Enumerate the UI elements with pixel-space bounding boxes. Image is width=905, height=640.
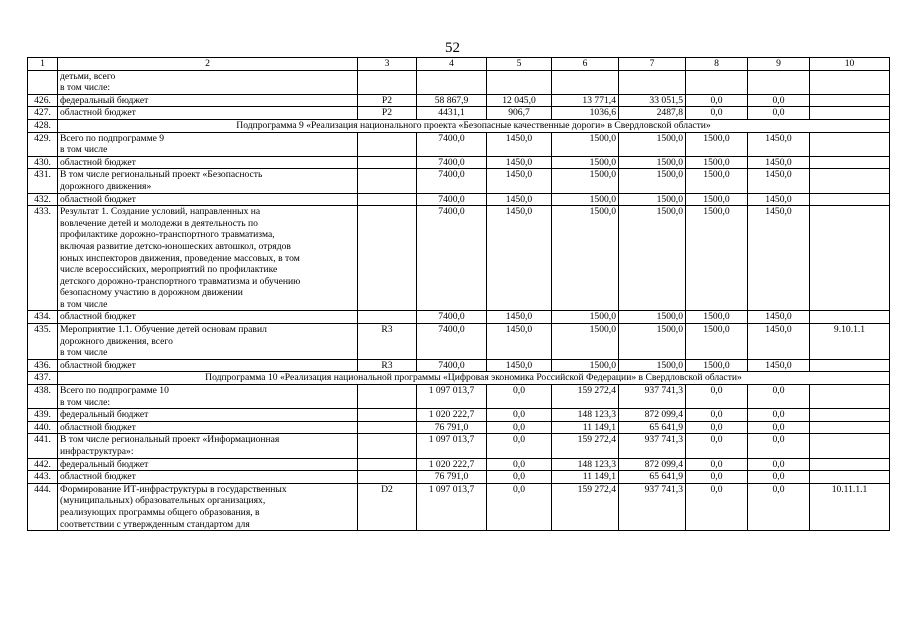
table-cell: 7400,0 bbox=[417, 132, 487, 156]
table-cell: 1450,0 bbox=[487, 359, 552, 372]
column-header: 7 bbox=[619, 58, 686, 71]
table-row bbox=[28, 193, 890, 206]
table-cell: R3 bbox=[358, 359, 417, 372]
table-cell: 10.11.1.1 bbox=[810, 483, 890, 530]
table-cell: 1500,0 bbox=[552, 206, 619, 311]
table-cell: 872 099,4 bbox=[619, 409, 686, 422]
table-cell: 1500,0 bbox=[686, 132, 748, 156]
table-cell bbox=[358, 409, 417, 422]
table-cell bbox=[810, 169, 890, 193]
table-cell bbox=[358, 169, 417, 193]
column-number-row bbox=[28, 58, 890, 71]
table-cell bbox=[417, 70, 487, 94]
column-header: 5 bbox=[487, 58, 552, 71]
table-cell: 1500,0 bbox=[552, 359, 619, 372]
table-row bbox=[28, 206, 890, 311]
table-cell: 0,0 bbox=[748, 409, 810, 422]
table-cell: 76 791,0 bbox=[417, 421, 487, 434]
table-cell: 148 123,3 bbox=[552, 409, 619, 422]
table-cell bbox=[358, 193, 417, 206]
table-cell: 1450,0 bbox=[748, 132, 810, 156]
table-cell: 1500,0 bbox=[619, 324, 686, 360]
table-cell bbox=[810, 471, 890, 484]
table-cell: 1 097 013,7 bbox=[417, 434, 487, 458]
table-cell bbox=[552, 70, 619, 94]
table-cell: 7400,0 bbox=[417, 206, 487, 311]
table-cell: 0,0 bbox=[487, 434, 552, 458]
table-cell: 1450,0 bbox=[487, 324, 552, 360]
row-description: В том числе региональный проект «Безопасность дорожного движения» bbox=[58, 169, 358, 193]
row-description: областной бюджет bbox=[58, 311, 358, 324]
table-cell bbox=[810, 434, 890, 458]
column-header: 9 bbox=[748, 58, 810, 71]
table-cell: 0,0 bbox=[748, 94, 810, 107]
row-description: Результат 1. Создание условий, направленных на вовлечение детей и молодежи в деятельность по профилактике дорожно-транспортного травматизма, включая развитие детско-юношеских автошкол, отрядов юных инспекторов движения, проведение массовых, в том числе всероссийских, мероприятий по профилактике детского дорожно-транспортного травматизма и обучению безопасному участию в дорожном движении в том числе bbox=[58, 206, 358, 311]
table-cell: 4431,1 bbox=[417, 107, 487, 120]
column-header: 4 bbox=[417, 58, 487, 71]
table-cell bbox=[810, 421, 890, 434]
table-cell: 1500,0 bbox=[619, 359, 686, 372]
table-cell: 1500,0 bbox=[686, 324, 748, 360]
table-cell: 1450,0 bbox=[748, 206, 810, 311]
table-cell: R3 bbox=[358, 324, 417, 360]
table-cell: 1500,0 bbox=[619, 193, 686, 206]
table-row bbox=[28, 70, 890, 94]
table-cell: 937 741,3 bbox=[619, 483, 686, 530]
table-row bbox=[28, 385, 890, 409]
table-cell bbox=[810, 107, 890, 120]
table-cell bbox=[686, 70, 748, 94]
table-cell bbox=[810, 94, 890, 107]
table-cell: 7400,0 bbox=[417, 193, 487, 206]
table-cell bbox=[810, 359, 890, 372]
table-cell: 13 771,4 bbox=[552, 94, 619, 107]
row-number: 441. bbox=[28, 434, 58, 458]
row-number: 437. bbox=[28, 372, 58, 385]
table-cell: 0,0 bbox=[686, 409, 748, 422]
table-cell: 0,0 bbox=[748, 107, 810, 120]
table-cell: 1500,0 bbox=[619, 156, 686, 169]
table-cell: 1450,0 bbox=[487, 193, 552, 206]
table-cell: 1036,6 bbox=[552, 107, 619, 120]
table-cell: 159 272,4 bbox=[552, 483, 619, 530]
table-row bbox=[28, 483, 890, 530]
table-cell: 0,0 bbox=[487, 458, 552, 471]
table-cell: 1 020 222,7 bbox=[417, 409, 487, 422]
table-cell: Р2 bbox=[358, 94, 417, 107]
table-cell: 1500,0 bbox=[552, 156, 619, 169]
table-cell: 1500,0 bbox=[619, 132, 686, 156]
table-cell bbox=[358, 132, 417, 156]
table-cell: 33 051,5 bbox=[619, 94, 686, 107]
table-cell bbox=[810, 311, 890, 324]
subprogram-row bbox=[28, 372, 890, 385]
table-cell bbox=[358, 311, 417, 324]
row-description: областной бюджет bbox=[58, 359, 358, 372]
column-header: 1 bbox=[28, 58, 58, 71]
table-cell: 0,0 bbox=[686, 434, 748, 458]
row-number: 431. bbox=[28, 169, 58, 193]
table-cell bbox=[810, 70, 890, 94]
table-cell bbox=[810, 206, 890, 311]
table-cell: 0,0 bbox=[686, 421, 748, 434]
table-cell bbox=[358, 434, 417, 458]
row-number: 439. bbox=[28, 409, 58, 422]
table-cell: 1500,0 bbox=[686, 359, 748, 372]
table-cell: 0,0 bbox=[748, 434, 810, 458]
table-cell: 1450,0 bbox=[487, 132, 552, 156]
table-cell: 1500,0 bbox=[686, 206, 748, 311]
table-row bbox=[28, 421, 890, 434]
table-cell: 65 641,9 bbox=[619, 421, 686, 434]
table-cell: D2 bbox=[358, 483, 417, 530]
table-cell: 1500,0 bbox=[552, 324, 619, 360]
table-cell: 1450,0 bbox=[748, 324, 810, 360]
table-cell bbox=[487, 70, 552, 94]
table-cell bbox=[810, 458, 890, 471]
row-number: 432. bbox=[28, 193, 58, 206]
row-description: федеральный бюджет bbox=[58, 94, 358, 107]
table-cell: 11 149,1 bbox=[552, 421, 619, 434]
column-header: 10 bbox=[810, 58, 890, 71]
table-cell: 148 123,3 bbox=[552, 458, 619, 471]
table-row bbox=[28, 359, 890, 372]
table-cell: 1450,0 bbox=[487, 206, 552, 311]
table-cell: 76 791,0 bbox=[417, 471, 487, 484]
subprogram-title: Подпрограмма 9 «Реализация национального проекта «Безопасные качественные дороги» в Свердловской области» bbox=[58, 119, 890, 132]
table-row bbox=[28, 132, 890, 156]
table-body bbox=[28, 70, 890, 531]
table-cell: 159 272,4 bbox=[552, 434, 619, 458]
row-number: 444. bbox=[28, 483, 58, 530]
table-row bbox=[28, 169, 890, 193]
table-cell: 1450,0 bbox=[487, 169, 552, 193]
table-row bbox=[28, 409, 890, 422]
table-cell: 872 099,4 bbox=[619, 458, 686, 471]
table-cell: 1450,0 bbox=[487, 311, 552, 324]
table-cell bbox=[358, 458, 417, 471]
table-row bbox=[28, 471, 890, 484]
table-cell: 1450,0 bbox=[748, 311, 810, 324]
table-cell bbox=[358, 471, 417, 484]
table-cell bbox=[358, 156, 417, 169]
table-row bbox=[28, 458, 890, 471]
table-cell: 1500,0 bbox=[619, 311, 686, 324]
table-cell: 0,0 bbox=[487, 421, 552, 434]
table-cell: 1450,0 bbox=[748, 359, 810, 372]
table-cell: 1 020 222,7 bbox=[417, 458, 487, 471]
table-cell: 1450,0 bbox=[487, 156, 552, 169]
table-cell: 7400,0 bbox=[417, 311, 487, 324]
table-cell: 1500,0 bbox=[552, 169, 619, 193]
table-cell bbox=[358, 206, 417, 311]
table-cell: 1500,0 bbox=[619, 169, 686, 193]
row-description: Мероприятие 1.1. Обучение детей основам правил дорожного движения, всего в том числе bbox=[58, 324, 358, 360]
table-cell bbox=[810, 156, 890, 169]
row-number: 443. bbox=[28, 471, 58, 484]
subprogram-title: Подпрограмма 10 «Реализация национальной программы «Цифровая экономика Российской Федерации» в Свердловской области» bbox=[58, 372, 890, 385]
table-cell: 9.10.1.1 bbox=[810, 324, 890, 360]
table-cell: 0,0 bbox=[686, 385, 748, 409]
column-header: 6 bbox=[552, 58, 619, 71]
table-cell bbox=[810, 409, 890, 422]
subprogram-row bbox=[28, 119, 890, 132]
table-cell: 159 272,4 bbox=[552, 385, 619, 409]
table-cell: 937 741,3 bbox=[619, 385, 686, 409]
table-cell bbox=[748, 70, 810, 94]
table-cell: 58 867,9 bbox=[417, 94, 487, 107]
table-cell bbox=[810, 193, 890, 206]
table-cell: 7400,0 bbox=[417, 169, 487, 193]
budget-table bbox=[27, 57, 890, 531]
row-description: Всего по подпрограмме 9 в том числе bbox=[58, 132, 358, 156]
row-number: 435. bbox=[28, 324, 58, 360]
row-number: 430. bbox=[28, 156, 58, 169]
table-cell: 1500,0 bbox=[686, 169, 748, 193]
table-cell: 1500,0 bbox=[686, 156, 748, 169]
row-number: 440. bbox=[28, 421, 58, 434]
row-number: 433. bbox=[28, 206, 58, 311]
table-cell bbox=[810, 385, 890, 409]
row-number: 428. bbox=[28, 119, 58, 132]
column-header: 2 bbox=[58, 58, 358, 71]
table-cell: 1450,0 bbox=[748, 193, 810, 206]
table-cell: 1500,0 bbox=[552, 193, 619, 206]
row-description: областной бюджет bbox=[58, 107, 358, 120]
page-number: 52 bbox=[445, 40, 460, 56]
table-cell: 1500,0 bbox=[552, 311, 619, 324]
table-cell: 0,0 bbox=[686, 107, 748, 120]
table-cell: 12 045,0 bbox=[487, 94, 552, 107]
table-cell: 7400,0 bbox=[417, 156, 487, 169]
table-cell: 0,0 bbox=[686, 94, 748, 107]
table-cell: 0,0 bbox=[748, 421, 810, 434]
table-row bbox=[28, 156, 890, 169]
table-cell: 1450,0 bbox=[748, 156, 810, 169]
table-cell: 0,0 bbox=[748, 458, 810, 471]
table-cell: 0,0 bbox=[686, 458, 748, 471]
row-description: Всего по подпрограмме 10 в том числе: bbox=[58, 385, 358, 409]
table-cell: 0,0 bbox=[748, 385, 810, 409]
table-row bbox=[28, 94, 890, 107]
row-description: федеральный бюджет bbox=[58, 409, 358, 422]
row-number: 442. bbox=[28, 458, 58, 471]
table-cell: 1500,0 bbox=[686, 193, 748, 206]
table-row bbox=[28, 311, 890, 324]
column-header: 8 bbox=[686, 58, 748, 71]
table-cell bbox=[358, 421, 417, 434]
table-cell bbox=[358, 70, 417, 94]
table-cell: 0,0 bbox=[487, 483, 552, 530]
row-number: 429. bbox=[28, 132, 58, 156]
table-cell: 7400,0 bbox=[417, 324, 487, 360]
row-description: Формирование ИТ-инфраструктуры в государственных (муниципальных) образовательных организациях, реализующих программы общего образования, в соответствии с утвержденным стандартом для bbox=[58, 483, 358, 530]
column-header: 3 bbox=[358, 58, 417, 71]
table-cell: 906,7 bbox=[487, 107, 552, 120]
table-cell: 0,0 bbox=[748, 483, 810, 530]
row-number: 434. bbox=[28, 311, 58, 324]
row-description: федеральный бюджет bbox=[58, 458, 358, 471]
table-cell: 0,0 bbox=[487, 409, 552, 422]
row-number: 438. bbox=[28, 385, 58, 409]
table-cell: 1450,0 bbox=[748, 169, 810, 193]
table-cell: 1 097 013,7 bbox=[417, 483, 487, 530]
table-cell: 1500,0 bbox=[686, 311, 748, 324]
row-description: В том числе региональный проект «Информационная инфраструктура»: bbox=[58, 434, 358, 458]
table-cell: 7400,0 bbox=[417, 359, 487, 372]
table-cell: 1 097 013,7 bbox=[417, 385, 487, 409]
table-cell bbox=[619, 70, 686, 94]
row-number: 426. bbox=[28, 94, 58, 107]
table-cell bbox=[358, 385, 417, 409]
row-description: областной бюджет bbox=[58, 471, 358, 484]
table-cell: 1500,0 bbox=[619, 206, 686, 311]
table-cell: Р2 bbox=[358, 107, 417, 120]
table-cell bbox=[810, 132, 890, 156]
table-cell: 0,0 bbox=[487, 385, 552, 409]
table-row bbox=[28, 324, 890, 360]
table-cell: 0,0 bbox=[487, 471, 552, 484]
row-number: 436. bbox=[28, 359, 58, 372]
row-description: детьми, всего в том числе: bbox=[58, 70, 358, 94]
table-cell: 937 741,3 bbox=[619, 434, 686, 458]
row-description: областной бюджет bbox=[58, 193, 358, 206]
row-description: областной бюджет bbox=[58, 421, 358, 434]
table-cell: 0,0 bbox=[686, 483, 748, 530]
table-cell: 1500,0 bbox=[552, 132, 619, 156]
table-cell: 0,0 bbox=[686, 471, 748, 484]
table-cell: 2487,8 bbox=[619, 107, 686, 120]
table-row bbox=[28, 434, 890, 458]
table-cell: 11 149,1 bbox=[552, 471, 619, 484]
row-description: областной бюджет bbox=[58, 156, 358, 169]
table-cell: 65 641,9 bbox=[619, 471, 686, 484]
row-number bbox=[28, 70, 58, 94]
row-number: 427. bbox=[28, 107, 58, 120]
table-cell: 0,0 bbox=[748, 471, 810, 484]
table-row bbox=[28, 107, 890, 120]
